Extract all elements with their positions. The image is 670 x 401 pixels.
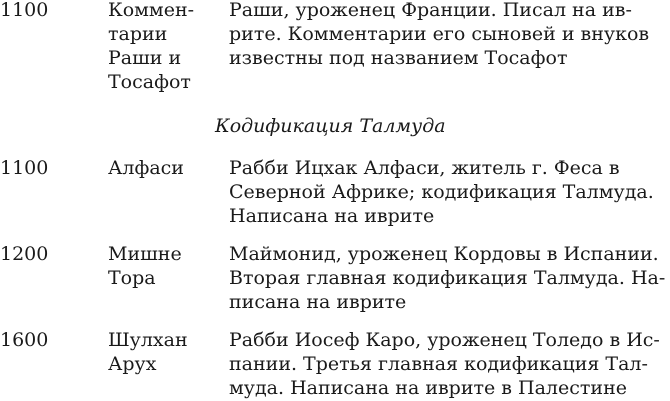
entry-year: 1200 xyxy=(0,243,49,265)
entry-title-line: Тора xyxy=(108,267,156,289)
entry-description-line: Маймонид, уроженец Кордовы в Испании. xyxy=(229,243,659,265)
entry-title xyxy=(108,0,220,94)
entry-title-line: Алфаси xyxy=(108,157,184,179)
entry-description-line: Рабби Ицхак Алфаси, житель г. Феса в xyxy=(229,157,620,179)
entry-description-line: Раши, уроженец Франции. Писал на ив- xyxy=(229,0,632,21)
entry-description-line: Написана на иврите xyxy=(229,205,435,227)
entry-title-line: Мишне xyxy=(108,243,182,265)
entry-year: 1100 xyxy=(0,0,49,21)
entry-title-line: Шулхан xyxy=(108,329,188,351)
entry-description xyxy=(229,242,670,314)
entry-title-line: Коммен- xyxy=(108,0,195,21)
entry-year: 1100 xyxy=(0,157,49,179)
entry-description-line: пании. Третья главная кодификация Тал- xyxy=(229,353,648,375)
section-heading: Кодификация Талмуда xyxy=(215,115,446,137)
entry-description-line: Рабби Иосеф Каро, уроженец Толедо в Ис- xyxy=(229,329,660,351)
entry-description-line: муда. Написана на иврите в Палестине xyxy=(229,377,627,399)
entry-title-line: Раши и xyxy=(108,47,182,69)
entry-title-line: Арух xyxy=(108,353,157,375)
entry-year: 1600 xyxy=(0,329,49,351)
entry-title-line: тарии xyxy=(108,23,168,45)
entry-description-line: рите. Комментарии его сыновей и внуков xyxy=(229,23,650,45)
entry-title xyxy=(108,156,220,180)
entry-description xyxy=(229,156,670,228)
entry-title-line: Тосафот xyxy=(108,71,191,93)
entry-description-line: Северной Африке; кодификация Талмуда. xyxy=(229,181,654,203)
entry-title xyxy=(108,328,220,376)
entry-title xyxy=(108,242,220,290)
entry-description-line: писана на иврите xyxy=(229,291,407,313)
entry-description xyxy=(229,0,670,70)
entry-description-line: Вторая главная кодификация Талмуда. На- xyxy=(229,267,666,289)
entry-description-line: известны под названием Тосафот xyxy=(229,47,568,69)
entry-description xyxy=(229,328,670,400)
